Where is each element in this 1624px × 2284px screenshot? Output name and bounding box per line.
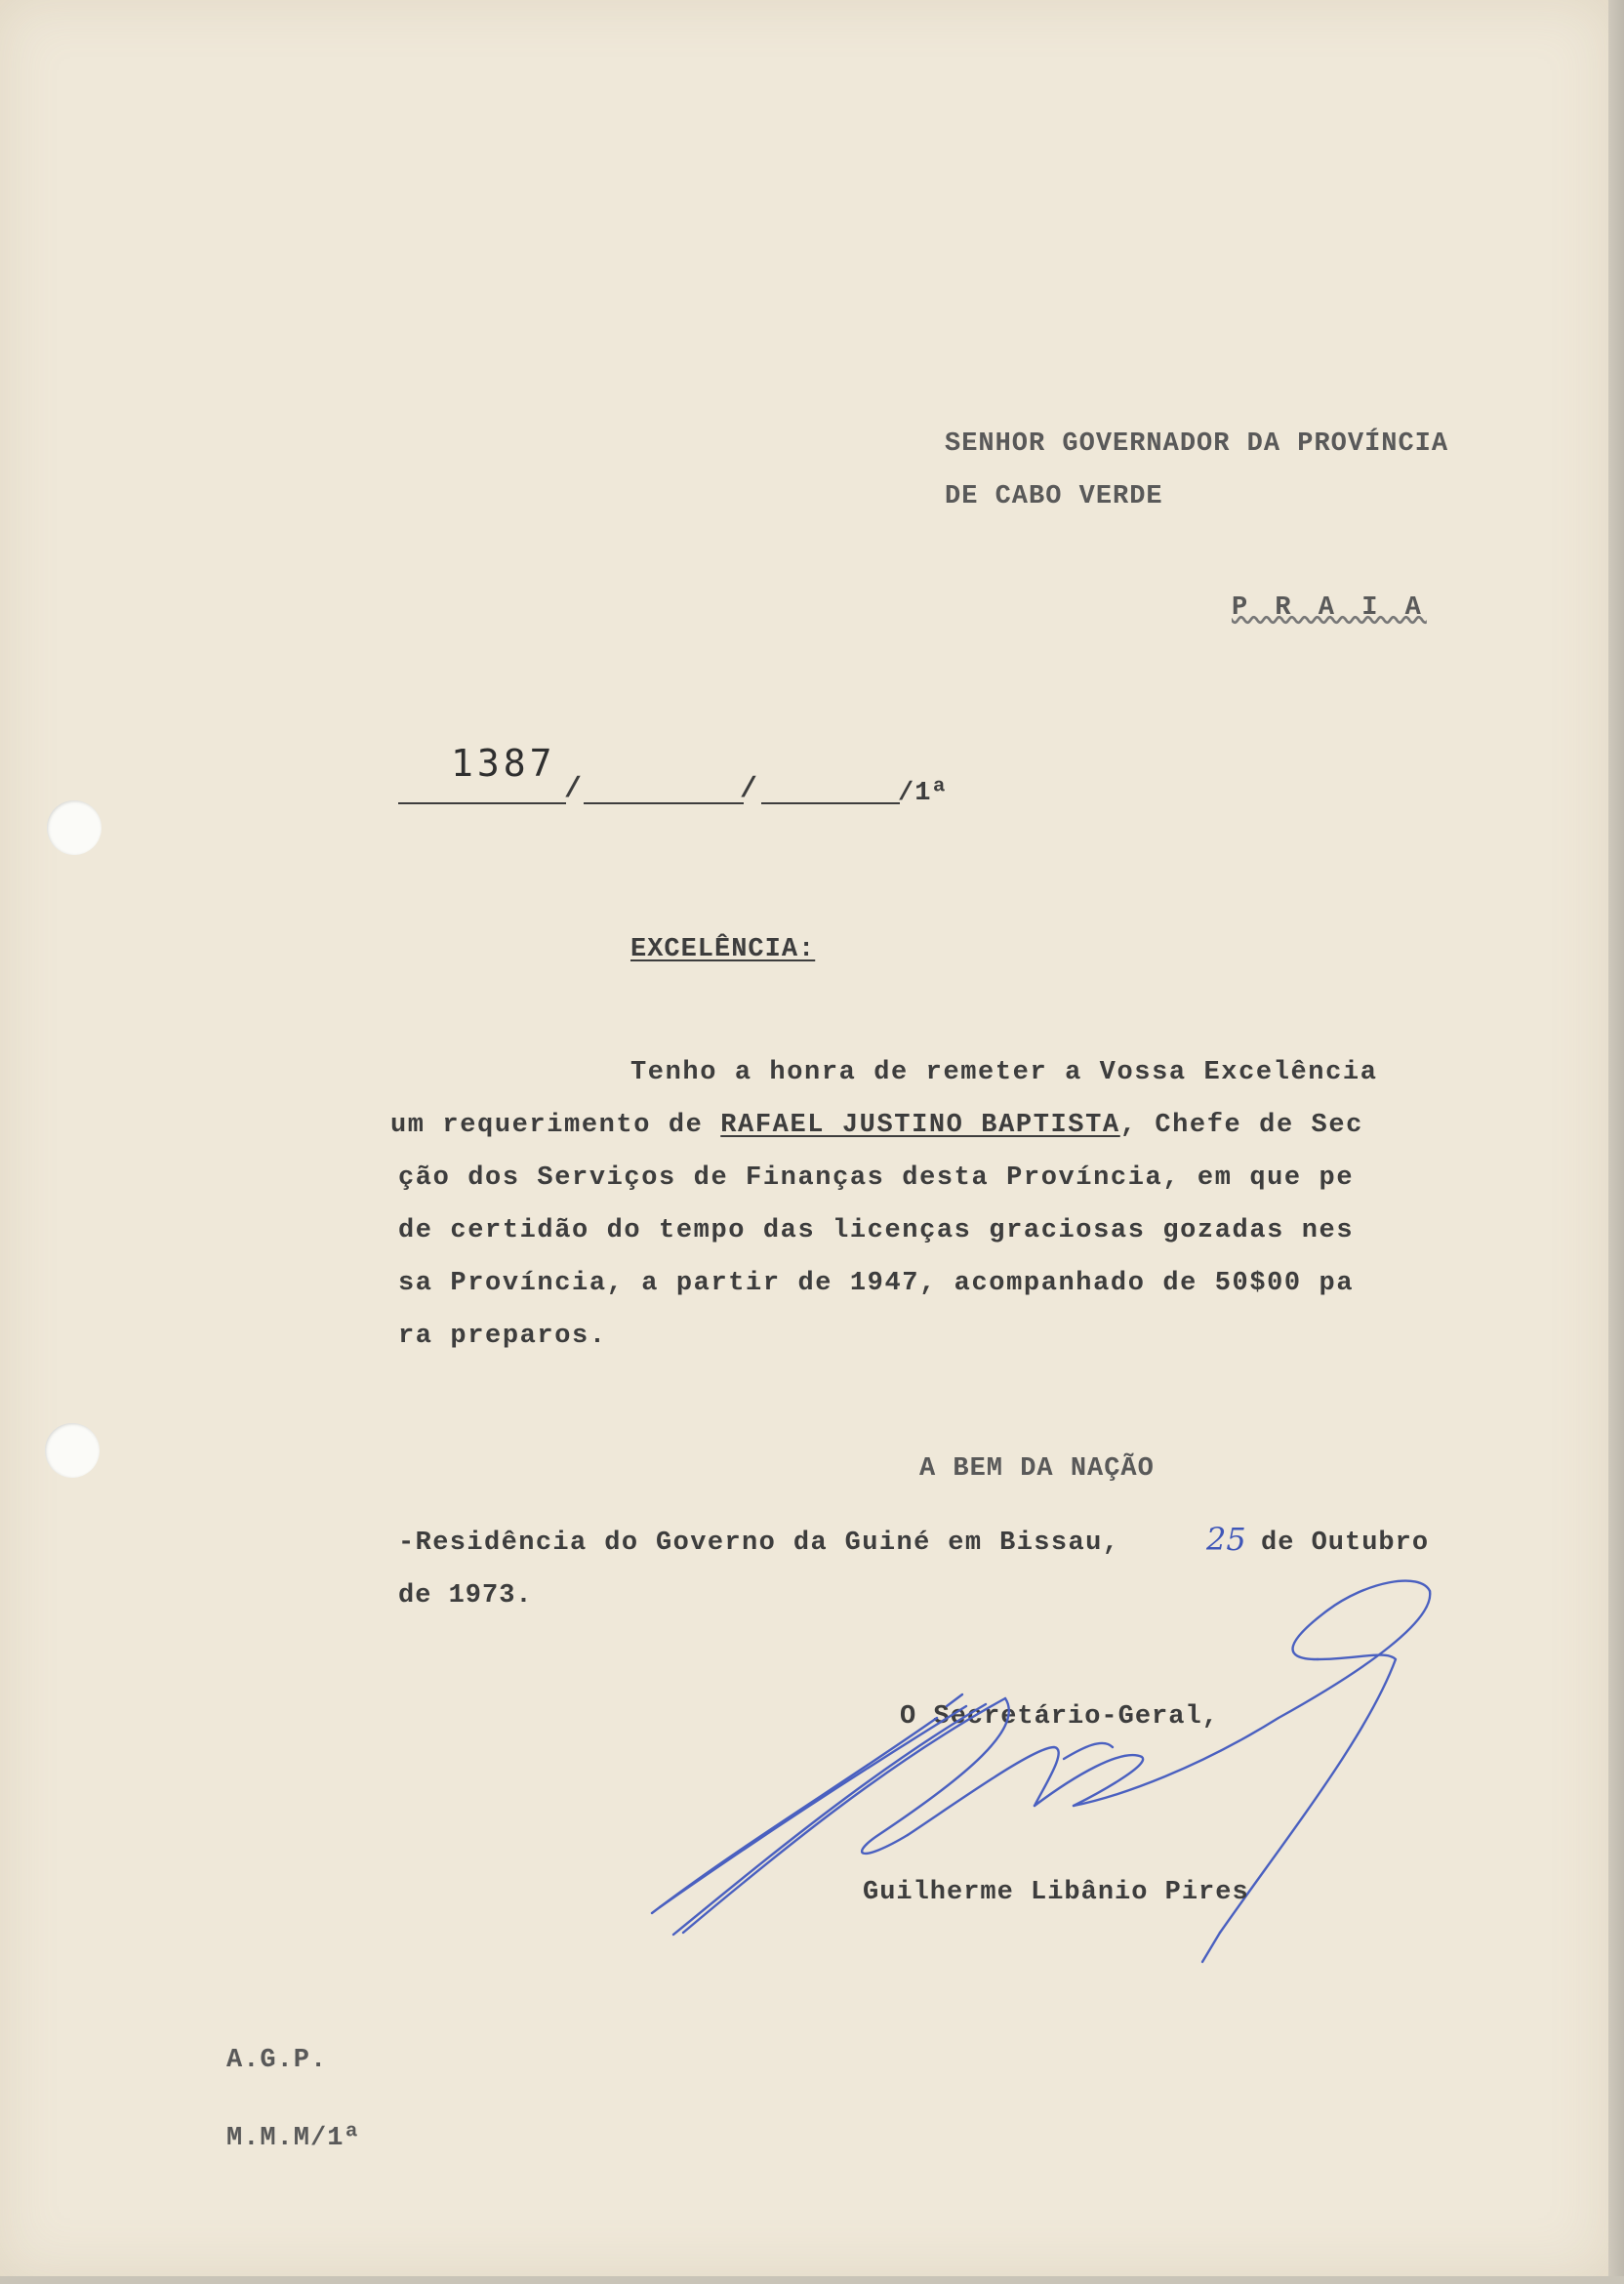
page-edge-shadow [1608,0,1624,2284]
closing-place-date-part-1: -Residência do Governo da Guiné em Bissau, [398,1529,1120,1558]
body-line-3: ção dos Serviços de Finanças desta Província, em que pe [398,1163,1355,1193]
addressee-line-1: SENHOR GOVERNADOR DA PROVÍNCIA [945,429,1449,459]
reference-slash-1: / [564,773,583,806]
initials-line-1: A.G.P. [226,2046,328,2075]
addressee-city: P R A I A [1232,593,1427,623]
reference-rule-3 [761,802,900,804]
reference-suffix: /1ª [898,779,949,808]
closing-place-date-part-3: de 1973. [398,1581,533,1611]
closing-motto: A BEM DA NAÇÃO [919,1454,1155,1484]
requester-name: RAFAEL JUSTINO BAPTISTA [720,1111,1120,1140]
closing-place-date-part-2: de Outubro [1261,1529,1430,1558]
punch-hole-top [47,800,102,855]
page-bottom-shadow [0,2276,1624,2284]
body-line-2: um requerimento de RAFAEL JUSTINO BAPTISTA, Chefe de Sec [390,1111,1363,1140]
reference-rule-1 [398,802,566,804]
salutation: EXCELÊNCIA: [630,935,816,964]
handwritten-day: 25 [1206,1521,1246,1558]
reference-rule-2 [584,802,744,804]
signatory-name: Guilherme Libânio Pires [863,1878,1249,1907]
initials-line-2: M.M.M/1ª [226,2124,361,2153]
addressee-line-2: DE CABO VERDE [945,482,1163,511]
body-line-5: sa Província, a partir de 1947, acompanhado de 50$00 pa [398,1269,1355,1298]
signatory-title: O Secretário-Geral, [900,1702,1219,1732]
body-line-6: ra preparos. [398,1322,607,1351]
body-line-4: de certidão do tempo das licenças graciosas gozadas nes [398,1216,1355,1245]
reference-slash-2: / [740,773,758,806]
body-line-1: Tenho a honra de remeter a Vossa Excelência [630,1058,1378,1087]
reference-number: 1387 [451,742,556,785]
punch-hole-bottom [45,1423,100,1478]
